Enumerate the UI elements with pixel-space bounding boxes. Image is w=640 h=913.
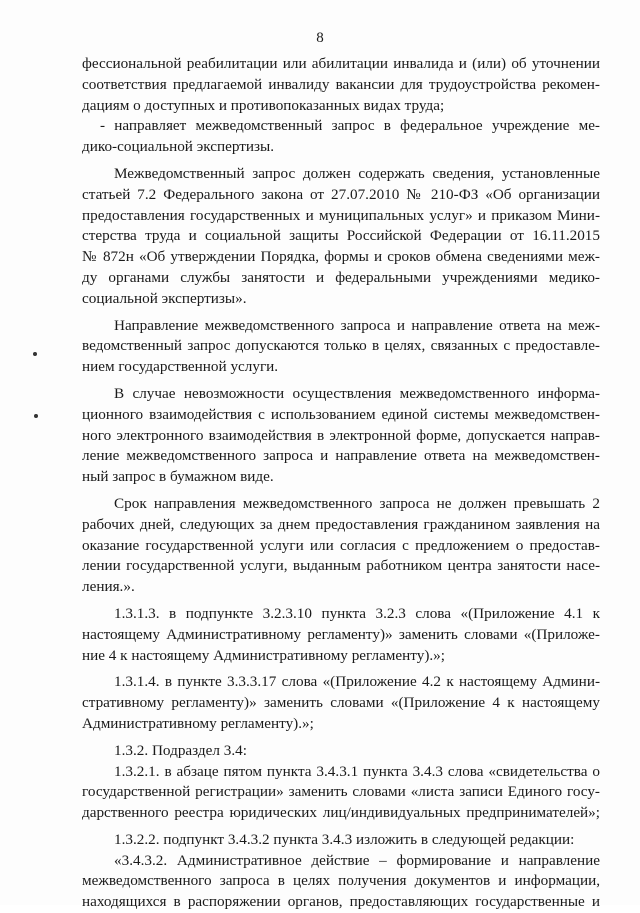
text-line: социальной экспертизы». — [82, 289, 247, 307]
text-line: дико-социальной экспертизы. — [82, 138, 275, 156]
text-line: стративному регламенту)» заменить словами «(Приложение 4 к настоящему — [82, 694, 600, 712]
text-line: стерства труда и социальной защиты Российской Федерации от 16.11.2015 — [82, 227, 600, 245]
text-line: ние 4 к настоящему Административному регламенту).»; — [82, 646, 445, 664]
text-line: предоставления государственных и муниципальных услуг» и приказом Мини- — [82, 206, 600, 224]
text-line: дациям о доступных и противопоказанных видах труда; — [82, 96, 445, 114]
text-line: статьей 7.2 Федерального закона от 27.07.2010 № 210-ФЗ «Об организации — [82, 185, 600, 203]
text-line: ного электронного взаимодействия в электронной форме, допускается направ- — [82, 426, 600, 444]
text-line: настоящему Административному регламенту)» заменить словами «(Приложе- — [82, 625, 600, 643]
text-line: ный запрос в бумажном виде. — [82, 468, 274, 486]
text-line: рабочих дней, следующих за днем предоставления гражданином заявления на — [82, 515, 600, 533]
text-line: дарственного реестра юридических лиц/индивидуальных предпринимателей»; — [82, 804, 600, 822]
text-line: оказание государственной услуги или согласия с предложением о предостав- — [82, 536, 600, 554]
text-line: 1.3.1.4. в пункте 3.3.3.17 слова «(Приложение 4.2 к настоящему Админи- — [114, 673, 600, 691]
margin-mark — [33, 352, 37, 356]
text-line: соответствия предлагаемой инвалиду вакансии для трудоустройства рекомен- — [82, 75, 600, 93]
text-line: находящихся в распоряжении органов, предоставляющих государственные и — [82, 893, 600, 911]
text-line: Направление межведомственного запроса и направление ответа на меж- — [114, 316, 600, 334]
text-line: Межведомственный запрос должен содержать сведения, установленные — [114, 164, 600, 182]
text-line: Срок направления межведомственного запроса не должен превышать 2 — [114, 494, 600, 512]
text-line: ведомственный запрос допускаются только в целях, связанных с предоставле- — [82, 337, 600, 355]
text-line: 1.3.2.1. в абзаце пятом пункта 3.4.3.1 пункта 3.4.3 слова «свидетельства о — [114, 762, 600, 780]
margin-mark — [34, 414, 38, 418]
text-line: межведомственного запроса в целях получения документов и информации, — [82, 872, 600, 890]
text-line: «3.4.3.2. Административное действие – формирование и направление — [114, 851, 600, 869]
text-line: В случае невозможности осуществления межведомственного информа- — [114, 384, 600, 402]
text-line: ционного взаимодействия с использованием единой системы межведомствен- — [82, 405, 600, 423]
text-line: лении государственной услуги, выданным работником центра занятости насе- — [82, 557, 600, 575]
text-line: 1.3.2. Подраздел 3.4: — [114, 741, 247, 759]
page-number: 8 — [316, 30, 324, 46]
text-line: № 872н «Об утверждении Порядка, формы и сроков обмена сведениями меж- — [82, 248, 600, 266]
text-line: 1.3.1.3. в подпункте 3.2.3.10 пункта 3.2.3 слова «(Приложение 4.1 к — [114, 604, 600, 622]
text-line: 1.3.2.2. подпункт 3.4.3.2 пункта 3.4.3 изложить в следующей редакции: — [114, 830, 575, 848]
text-line: - направляет межведомственный запрос в федеральное учреждение ме- — [100, 117, 600, 135]
document-body — [82, 54, 600, 913]
text-line: ление межведомственного запроса и направление ответа на межведомствен- — [82, 447, 600, 465]
text-line: государственной регистрации» заменить словами «листа записи Единого госу- — [82, 783, 600, 801]
text-line: нием государственной услуги. — [82, 358, 279, 376]
text-line: ления.». — [82, 578, 135, 596]
text-line: Административному регламенту).»; — [82, 714, 314, 732]
text-line: фессиональной реабилитации или абилитации инвалида и (или) об уточнении — [82, 55, 600, 72]
text-line: ду органами службы занятости и федеральными учреждениями медико- — [82, 268, 600, 286]
